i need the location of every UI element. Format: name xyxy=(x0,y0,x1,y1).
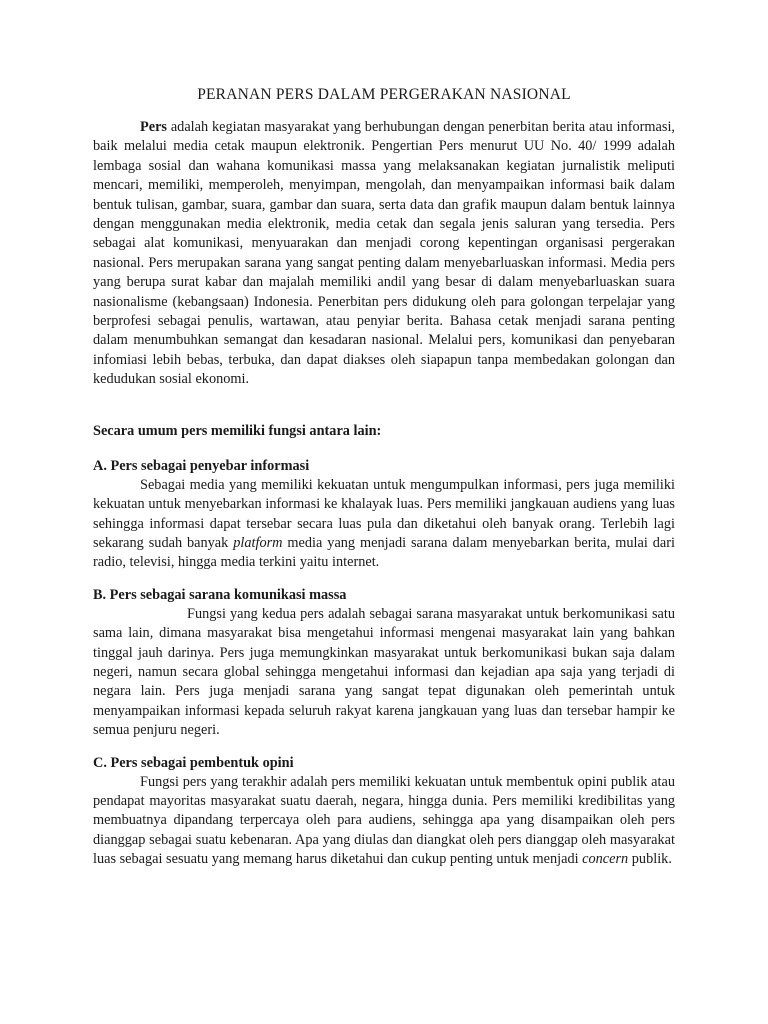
intro-text: adalah kegiatan masyarakat yang berhubungan dengan penerbitan berita atau informasi, baik melalui media cetak maupun elektronik. Pengertian Pers menurut UU No. 40/ 1999 adalah lembaga sosial dan wahana komunikasi massa yang melaksanakan kegiatan jurnalistik meliputi mencari, memiliki, memperoleh, menyimpan, mengolah, dan menyampaikan informasi baik dalam bentuk tulisan, gambar, suara, gambar dan suara, serta data dan grafik maupun dalam bentuk lainnya dengan menggunakan media elektronik, media cetak dan segala jenis saluran yang tersedia. Pers sebagai alat komunikasi, menyuarakan dan menjadi corong kepentingan organisasi pergerakan nasional. Pers merupakan sarana yang sangat penting dalam menyebarluaskan informasi. Media pers yang berupa surat kabar dan majalah memiliki andil yang besar di dalam menyebarluaskan suara nasionalisme (kebangsaan) Indonesia. Penerbitan pers didukung oleh para golongan terpelajar yang berprofesi sebagai penulis, wartawan, atau penyiar berita. Bahasa cetak menjadi sarana penting dalam menumbuhkan semangat dan kesadaran nasional. Melalui pers, komunikasi dan penyebaran infomiasi lebih bebas, terbuka, dan dapat diakses oleh siapapun tanpa membedakan golongan dan kedudukan sosial ekonomi. xyxy=(93,119,675,388)
section-paragraph: Fungsi yang kedua pers adalah sebagai sarana masyarakat untuk berkomunikasi satu sama lain, dimana masyarakat bisa mengetahui informasi mengenai masyarakat lain yang bahkan tinggal jauh darinya. Pers juga memungkinkan masyarakat untuk berkomunikasi bukan saja dalam negeri, namun secara global sehingga mengetahui informasi dan kejadian apa saja yang terjadi di negara lain. Pers juga menjadi sarana yang sangat tepat digunakan oleh pemerintah untuk menyampaikan informasi kepada seluruh rakyat karena jangkauan yang luas dan tersebar hampir ke semua penjuru negeri. xyxy=(93,605,675,739)
intro-paragraph xyxy=(93,118,675,390)
functions-heading: Secara umum pers memiliki fungsi antara lain: xyxy=(93,422,382,439)
section-heading: C. Pers sebagai pembentuk opini xyxy=(93,754,294,771)
section-text: media yang menjadi sarana dalam menyebarkan berita, mulai dari radio, televisi, hingga media terkini yaitu internet. xyxy=(93,534,675,571)
section-text: Sebagai media yang memiliki kekuatan untuk mengumpulkan informasi, pers juga memiliki kekuatan untuk menyebarkan informasi ke khalayak luas. Pers memiliki jangkauan audiens yang luas sehingga informasi dapat tersebar secara luas pula dan diketahui oleh banyak orang. Terlebih lagi sekarang sudah banyak xyxy=(93,476,675,551)
section-text: publik. xyxy=(628,851,672,868)
italic-term: platform xyxy=(233,534,283,551)
intro-lead-term: Pers xyxy=(140,119,167,135)
section-paragraph xyxy=(93,476,675,573)
section-c xyxy=(93,754,675,870)
section-heading: A. Pers sebagai penyebar informasi xyxy=(93,457,310,474)
italic-term: concern xyxy=(582,851,629,868)
page-title: PERANAN PERS DALAM PERGERAKAN NASIONAL xyxy=(197,86,571,103)
section-text: Fungsi pers yang terakhir adalah pers memiliki kekuatan untuk membentuk opini publik atau pendapat mayoritas masyarakat suatu daerah, negara, hingga dunia. Pers memiliki kredibilitas yang membuatnya dipandang terpercaya oleh para audiens, sehingga apa yang disampaikan oleh pers dianggap sebagai suatu kebenaran. Apa yang diulas dan diangkat oleh pers dianggap oleh masyarakat luas sebagai sesuatu yang memang harus diketahui dan cukup penting untuk menjadi xyxy=(93,773,675,868)
section-a xyxy=(93,457,675,573)
section-heading: B. Pers sebagai sarana komunikasi massa xyxy=(93,586,347,603)
section-paragraph xyxy=(93,773,675,870)
section-b xyxy=(93,586,675,741)
